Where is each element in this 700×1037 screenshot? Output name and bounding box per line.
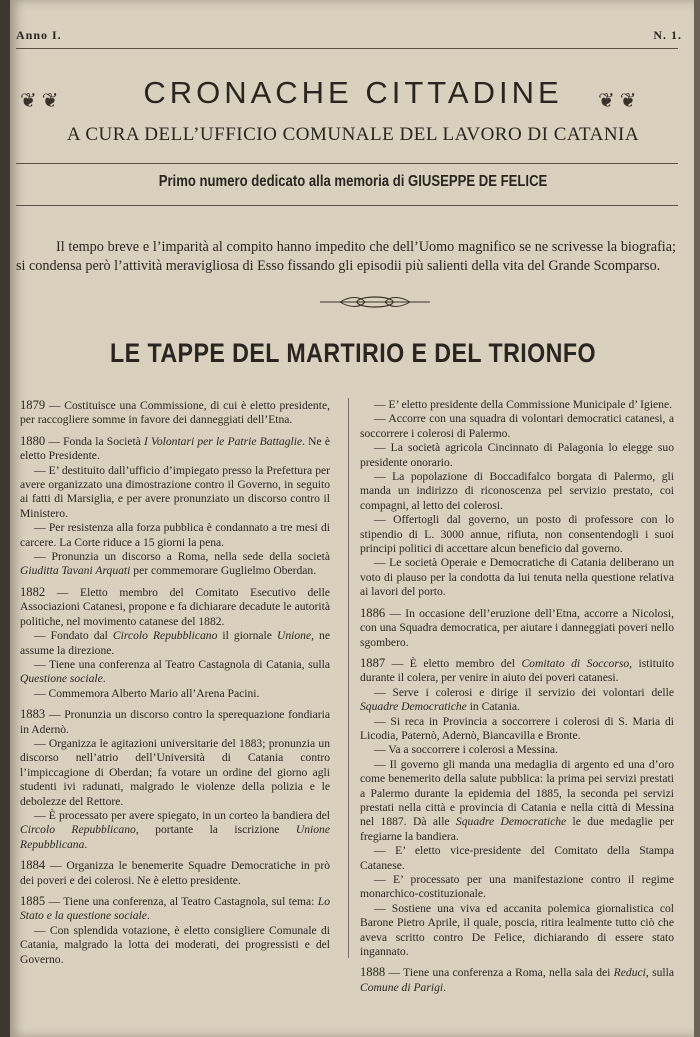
entry-year: 1886 — [360, 605, 386, 620]
entry-1880 — [20, 434, 330, 579]
entry-text: — Va a soccorrere i colerosi a Messina. — [374, 743, 558, 757]
entry-text: — Il governo gli manda una medaglia di argento ed una d’oro come benemerito della salute pubblica: la prima pei servizi prestati a Palermo durante la epidemia del 1885, la seconda pei servizi prestati nella città e provincia di Catania e nella città di Messina nel 1887. Dà alle — [360, 757, 674, 829]
entry-text: — Si reca in Provincia a soccorrere i colerosi di S. Maria di Licodia, Paternò, Adernò, Biancavilla e Bronte. — [360, 714, 674, 742]
entry-text: — E’ processato per una manifestazione contro il regime monarchico-costituzionale. — [360, 873, 674, 901]
entry-text: — Pronunzia un discorso a Roma, nella sede della società — [34, 550, 330, 564]
entry-year: 1879 — [20, 398, 46, 412]
circle-name: Circolo Repubblicano — [20, 823, 136, 837]
entry-1886 — [360, 606, 674, 650]
entry-text: , ne assume la direzione. — [20, 629, 331, 657]
entry-1887 — [360, 656, 674, 960]
entry-text: — Per resistenza alla forza pubblica è condannato a tre mesi di carcere. La Corte riduce a 15 giorni la pena. — [20, 521, 330, 549]
squad-name: Squadre Democratiche — [360, 700, 467, 714]
entry-year: 1887 — [360, 655, 386, 670]
hall-name: Reduci — [613, 966, 646, 980]
society-name: I Volontari per le Patrie Battaglie — [144, 434, 303, 448]
entry-text: . — [443, 980, 446, 994]
conference-topic: Questione sociale — [20, 672, 103, 686]
conference-topic: Comune di Parigi — [360, 980, 444, 994]
entry-text: — È processato per avere spiegato, in un corteo la bandiera del — [34, 808, 330, 822]
entry-text: , sulla — [645, 966, 674, 980]
entry-year: 1888 — [360, 965, 386, 980]
entry-text: — Tiene una conferenza al Teatro Castagnola di Catania, sulla — [34, 657, 330, 671]
entry-year: 1883 — [20, 707, 46, 722]
entry-text: — La popolazione di Boccadifalco borgata di Palermo, gli manda un indirizzo di riconoscenza pel servizio prestato, coi compagni, al letto dei colerosi. — [360, 470, 674, 512]
entry-1882 — [20, 585, 330, 701]
leaf-ornament-icon: ❦ ❦ — [20, 90, 59, 112]
issue-year: Anno I. — [16, 28, 62, 42]
entry-text: — Tiene una conferenza a Roma, nella sala dei — [385, 966, 614, 980]
circle-name: Circolo Repubblicano — [112, 629, 218, 643]
entry-text: — Fondato dal — [34, 629, 113, 643]
newspaper-page — [10, 0, 696, 1037]
entry-text: . — [102, 672, 106, 686]
entry-text: . — [146, 909, 150, 923]
intro-paragraph: Il tempo breve e l’imparità al compito hanno impedito che dell’Uomo magnifico se ne scrivesse la biografia; si condensa però l’attività meravigliosa di Esso fissando gli episodii più salienti della vita del Grande Scomparso. — [16, 239, 676, 274]
entry-text: . Ne è eletto Presidente. — [20, 434, 330, 463]
issue-number: N. 1. — [653, 28, 682, 42]
inscription: Unione Repubblicana — [20, 823, 330, 851]
entry-1883 — [20, 707, 330, 852]
entry-text: — È eletto membro del — [385, 656, 522, 670]
dedication-rule-bottom — [16, 205, 678, 206]
entry-text: il giornale — [217, 629, 277, 643]
entry-text: — Costituisce una Commissione, di cui è eletto presidente, per raccogliere somme in favore dei danneggiati dell’Etna. — [20, 399, 330, 427]
article-title: LE TAPPE DEL MARTIRIO E DEL TRIONFO — [110, 338, 596, 368]
entry-text: le due medaglie per fregiarne la bandiera. — [360, 815, 674, 843]
leaf-ornament-icon: ❦ ❦ — [598, 90, 637, 112]
entry-text: — Tiene una conferenza, al Teatro Castagnola, sul tema: — [45, 895, 318, 908]
entry-text: — Sostiene una viva ed accanita polemica giornalistica col Barone Pietro Aprile, il quale, poscia, ritira lealmente tutto ciò che aveva scritto contro De Felice, dichiarando di essere stato ingannato. — [360, 901, 674, 959]
column-divider — [348, 398, 349, 958]
page-shadow-left — [0, 0, 10, 1037]
entry-text: — E’ eletto vice-presidente del Comitato della Stampa Catanese. — [360, 844, 674, 872]
entry-text: — E’ eletto presidente della Commissione Municipale d’ Igiene. — [374, 398, 673, 411]
entry-text: in Catania. — [466, 700, 520, 714]
entry-text: — Eletto membro del Comitato Esecutivo delle Associazioni Catanesi, propone e fa dichiarare decadute le autorità politiche, nel movimento catanese del 1882. — [20, 585, 330, 628]
entry-text: — Organizza le agitazioni universitarie del 1883; pronunzia un discorso nell’atrio dell’Università di Catania contro l’impiccagione di Oberdan; fa votare un ordine del giorno agli studenti ivi radunati, malgrado le violenze della polizia e le debolezze del Rettore. — [20, 736, 330, 808]
entry-year: 1882 — [20, 584, 46, 599]
entry-text: — La società agricola Cincinnato di Palagonia lo elegge suo presidente onorario. — [360, 441, 674, 469]
entry-year: 1885 — [20, 894, 46, 908]
entry-1888 — [360, 965, 674, 995]
entry-year: 1884 — [20, 858, 46, 873]
entry-text: , istituito durante il colera, per venire in aiuto dei poveri catanesi. — [360, 656, 674, 685]
entry-text: — Commemora Alberto Mario all’Arena Pacini. — [34, 686, 260, 700]
entry-text: — Pronunzia un discorso contro la sperequazione fondiaria in Adernò. — [20, 708, 330, 736]
flourish-ornament-icon — [320, 294, 430, 310]
entry-text: — Offertogli dal governo, un posto di professore con lo stipendio di L. 3000 annue, rifiuta, non consentendogli i suoi principi politici di accettare alcun beneficio dal governo. — [360, 513, 674, 556]
entry-1879 — [20, 398, 330, 428]
masthead-title: CRONACHE CITTADINE — [143, 75, 563, 110]
right-column — [360, 398, 674, 1001]
entry-text: per commemorare Guglielmo Oberdan. — [130, 564, 317, 578]
entry-text: — Accorre con una squadra di volontari democratici catanesi, a soccorrere i colerosi di Palermo. — [360, 412, 674, 440]
squad-name: Squadre Democratiche — [455, 815, 567, 829]
entry-text: — E’ destituito dall’ufficio d’impiegato presso la Prefettura per avere organizzato una dimostrazione contro il Governo, in seguito ai fatti di Marsiglia, e per avere pronunziato un discorso contro il Ministero. — [20, 463, 330, 520]
society-name: Giuditta Tavani Arquati — [20, 564, 131, 578]
entry-year: 1880 — [20, 433, 46, 448]
entry-text: . — [84, 837, 88, 851]
entry-1884 — [20, 858, 330, 888]
newspaper-name: Unione — [276, 629, 312, 643]
entry-text: — Fonda la Società — [45, 434, 145, 448]
entry-text: — Le società Operaie e Democratiche di Catania deliberano un voto di plauso per la condotta da lui tenuta nella questione relativa ai lavori del porto. — [360, 556, 674, 599]
dedication-rule-top — [16, 163, 678, 164]
left-column — [20, 398, 330, 973]
conference-topic: Lo Stato e la questione sociale — [20, 895, 330, 923]
committee-name: Comitato di Soccorso — [521, 656, 630, 670]
masthead-subtitle: A CURA DELL’UFFICIO COMUNALE DEL LAVORO DI CATANIA — [66, 124, 640, 145]
entry-text: , portante la iscrizione — [135, 823, 296, 837]
entry-1885-continued — [360, 398, 674, 600]
entry-text: — Serve i colerosi e dirige il servizio dei volontari delle — [374, 685, 674, 699]
page-shadow-right — [694, 0, 700, 1037]
header-rule — [16, 48, 678, 49]
entry-text: — In occasione dell’eruzione dell’Etna, accorre a Nicolosi, con una Squadra democratica, per aiutare i danneggiati poveri nello sgombero. — [360, 606, 674, 649]
dedication-line: Primo numero dedicato alla memoria di GIUSEPPE DE FELICE — [158, 173, 548, 190]
entry-text: — Con splendida votazione, è eletto consigliere Comunale di Catania, malgrado la lotta dei moderati, dei progressisti e del Governo. — [20, 923, 330, 966]
entry-text: — Organizza le benemerite Squadre Democratiche in prò dei poveri e dei colerosi. Ne è eletto presidente. — [20, 859, 330, 887]
entry-1885 — [20, 894, 330, 967]
